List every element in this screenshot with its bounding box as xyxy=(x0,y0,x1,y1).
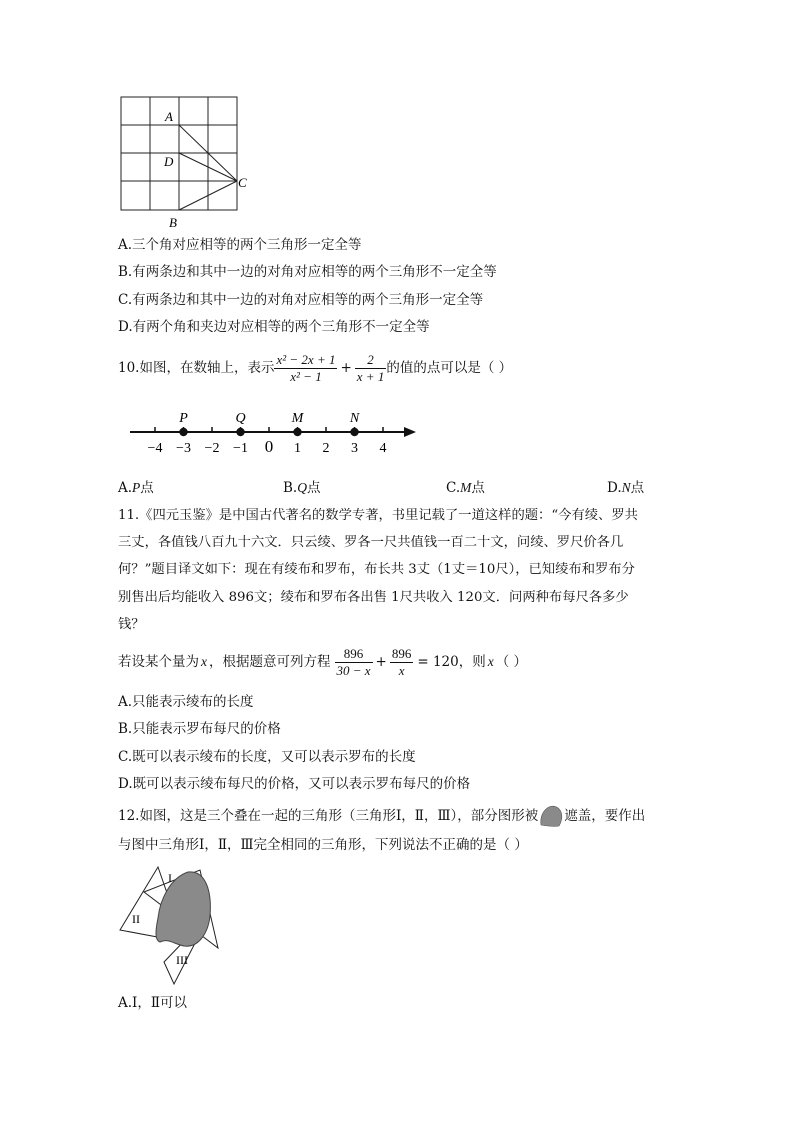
q9-option-b: B.有两条边和其中一边的对角对应相等的两个三角形不一定全等 xyxy=(118,264,497,280)
q10-frac1-numerator: x² − 2x + 1 xyxy=(276,351,336,367)
q10-option-a xyxy=(118,479,154,497)
number-line-tick-label: −2 xyxy=(204,441,220,456)
number-line-point-label: M xyxy=(291,411,304,426)
q9-option-c: C.有两条边和其中一边的对角对应相等的两个三角形一定全等 xyxy=(118,292,484,308)
q11-eq-f1-numerator: 896 xyxy=(335,646,373,663)
q10-option-d-prefix: D. xyxy=(607,480,622,496)
q11-line-5: 钱？ xyxy=(118,617,145,632)
number-line-tick-label: −4 xyxy=(147,441,163,456)
q11-eq-f2-numerator: 896 xyxy=(391,645,412,661)
q10-fraction-1 xyxy=(274,352,337,385)
number-line-tick-label: 4 xyxy=(379,441,387,456)
q10-suffix: 的值的点可以是（ ） xyxy=(386,360,513,376)
triangle-label-iii: III xyxy=(176,953,188,967)
number-line-point-label: P xyxy=(179,411,188,426)
q10-option-a-var: P xyxy=(132,480,141,495)
triangle-label-i: I xyxy=(168,871,172,885)
point-label-a: A xyxy=(165,109,173,124)
overlapping-triangles-figure xyxy=(118,862,230,988)
q10-option-c-var: M xyxy=(460,480,472,495)
q10-frac2-denominator: x + 1 xyxy=(356,368,385,384)
ink-blot-cover xyxy=(156,872,210,946)
ink-blot-icon xyxy=(539,805,563,827)
number-line-tick-label: −3 xyxy=(176,441,191,456)
q10-option-b-prefix: B. xyxy=(283,480,298,496)
q11-option-d: D.既可以表示绫布每尺的价格，又可以表示罗布每尺的价格 xyxy=(118,776,471,792)
triangle-label-ii: II xyxy=(132,912,140,926)
q11-eq-suffix: ，则 xyxy=(458,654,486,670)
q10-option-d-var: N xyxy=(621,480,631,495)
q10-option-c-prefix: C. xyxy=(446,480,461,496)
q9-option-d: D.有两个角和夹边对应相等的两个三角形不一定全等 xyxy=(118,319,430,335)
number-line-point xyxy=(293,428,301,436)
q11-eq-paren: （ ） xyxy=(495,654,528,670)
number-line-tick-label: 0 xyxy=(264,437,274,456)
number-line xyxy=(126,404,426,460)
q10-option-a-prefix: A. xyxy=(118,480,133,496)
q10-option-d-suffix: 点 xyxy=(630,480,645,496)
q10-frac1-denominator: x² − 1 xyxy=(290,368,322,384)
q11-eq-f1-denominator: 30 − x xyxy=(336,662,371,678)
q10-option-d xyxy=(607,479,644,497)
q12-line-1 xyxy=(118,805,645,827)
q11-eq-mid: ，根据题意可列方程 xyxy=(209,654,331,670)
q10-option-b xyxy=(283,479,320,497)
q10-option-a-suffix: 点 xyxy=(140,480,154,496)
q12-option-a: A.Ⅰ，Ⅱ可以 xyxy=(118,995,188,1011)
q11-eq-plus: + xyxy=(375,654,387,670)
q10-stem xyxy=(118,348,512,388)
q10-fraction-2 xyxy=(355,352,387,385)
q9-option-a: A.三个角对应相等的两个三角形一定全等 xyxy=(118,237,362,253)
point-label-c: C xyxy=(238,175,247,190)
number-line-point-label: Q xyxy=(235,411,246,426)
q11-eq-rhs: = 120 xyxy=(417,654,459,670)
q11-eq-prefix: 若设某个量为 xyxy=(118,654,199,670)
q11-eq-f2-denominator: x xyxy=(398,662,405,678)
grid-triangle-figure xyxy=(118,94,250,232)
number-line-point xyxy=(179,428,187,436)
q11-eq-fraction-2 xyxy=(390,646,414,679)
q11-option-c: C.既可以表示绫布的长度，又可以表示罗布的长度 xyxy=(118,749,416,765)
q11-line-3: 何？”题目译文如下：现在有绫布和罗布，布长共 3丈（1丈＝10尺），已知绫布和罗布分 xyxy=(118,562,635,577)
number-line-point xyxy=(236,428,244,436)
q11-option-b: B.只能表示罗布每尺的价格 xyxy=(118,721,281,737)
number-line-tick-label: 2 xyxy=(322,441,330,456)
number-line-tick-label: 3 xyxy=(351,441,358,456)
point-label-b: B xyxy=(169,215,177,230)
q12-line-1-part-a: 12.如图，这是三个叠在一起的三角形（三角形Ⅰ，Ⅱ，Ⅲ），部分图形被 xyxy=(118,808,539,824)
q12-line-1-part-b: 遮盖，要作出 xyxy=(564,808,646,824)
number-line-point xyxy=(350,428,358,436)
q10-frac2-numerator: 2 xyxy=(355,352,387,369)
q10-option-b-suffix: 点 xyxy=(306,480,321,496)
number-line-tick-label: −1 xyxy=(233,441,248,456)
q12-line-2: 与图中三角形Ⅰ，Ⅱ，Ⅲ完全相同的三角形，下列说法不正确的是（ ） xyxy=(118,837,528,853)
q11-eq-fraction-1 xyxy=(335,646,373,679)
q11-option-a: A.只能表示绫布的长度 xyxy=(118,694,254,710)
q11-line-1: 11.《四元玉鉴》是中国古代著名的数学专著，书里记载了一道这样的题：“今有绫、罗共 xyxy=(118,508,638,523)
q10-plus: + xyxy=(340,360,352,376)
number-line-tick-label: 1 xyxy=(294,441,301,456)
q10-option-b-var: Q xyxy=(297,480,307,495)
q10-option-c xyxy=(446,479,485,497)
number-line-point-label: N xyxy=(349,411,360,426)
q11-eq-var: x xyxy=(201,654,207,669)
q10-option-c-suffix: 点 xyxy=(471,480,485,496)
q11-equation-line xyxy=(118,640,527,684)
point-label-d: D xyxy=(164,154,174,169)
q11-line-2: 三丈，各值钱八百九十六文．只云绫、罗各一尺共值钱一百二十文，问绫、罗尺价各几 xyxy=(118,535,624,550)
q11-line-4: 别售出后均能收入 896文；绫布和罗布各出售 1尺共收入 120文．问两种布每尺各多少 xyxy=(118,590,629,605)
q10-prefix: 10.如图，在数轴上，表示 xyxy=(118,360,275,376)
q11-eq-suffix-var: x xyxy=(487,654,494,669)
